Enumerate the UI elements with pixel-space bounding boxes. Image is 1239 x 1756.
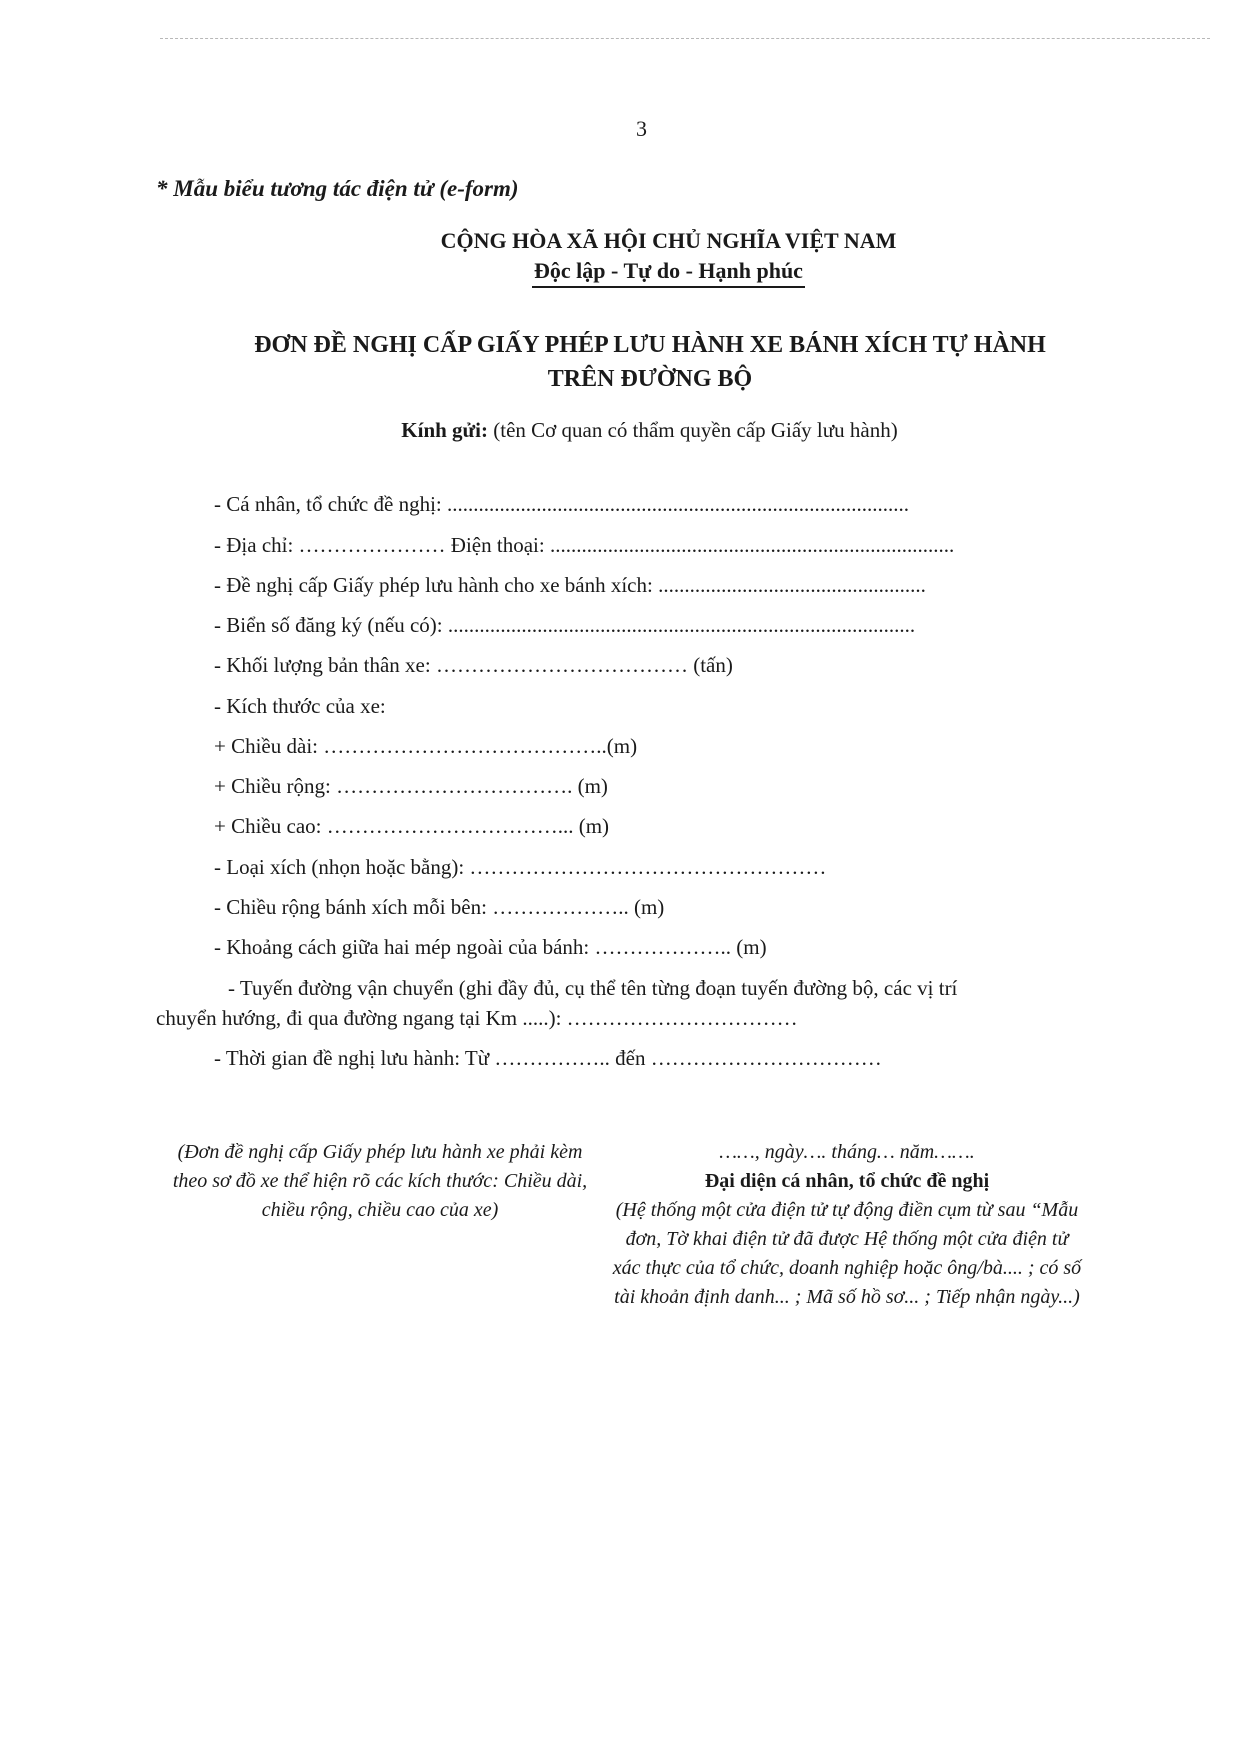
signature-block (612, 1138, 1082, 1312)
date-line[interactable]: ……, ngày…. tháng… năm……. (719, 1141, 975, 1163)
nation-header: CỘNG HÒA XÃ HỘI CHỦ NGHĨA VIỆT NAM (440, 228, 897, 253)
addressee-label: Kính gửi: (401, 418, 488, 442)
field-registration-plate[interactable]: - Biển số đăng ký (nếu có): ......................................................................................... (214, 613, 916, 637)
form-title (160, 328, 1140, 396)
eform-note: * Mẫu biểu tương tác điện tử (e-form) (156, 176, 519, 201)
motto: Độc lập - Tự do - Hạnh phúc (532, 258, 805, 288)
title-line-1: ĐƠN ĐỀ NGHỊ CẤP GIẤY PHÉP LƯU HÀNH XE BÁNH XÍCH TỰ HÀNH (254, 332, 1046, 358)
diagram-requirement-note: (Đơn đề nghị cấp Giấy phép lưu hành xe phải kèm theo sơ đồ xe thể hiện rõ các kích thước: Chiều dài, chiều rộng, chiều cao của xe) (172, 1141, 588, 1221)
representative-label: Đại diện cá nhân, tổ chức đề nghị (704, 1170, 990, 1192)
field-track-width[interactable]: - Chiều rộng bánh xích mỗi bên: ……………….. (m) (214, 895, 665, 919)
field-applicant[interactable]: - Cá nhân, tổ chức đề nghị: ........................................................................................ (214, 492, 909, 516)
scan-border-line (160, 38, 1210, 39)
field-route-line-2[interactable]: chuyển hướng, đi qua đường ngang tại Km .....): …………………………… (156, 1006, 798, 1030)
field-address-phone[interactable]: - Địa chỉ: ………………… Điện thoại: ............................................................................. (214, 533, 955, 557)
system-autofill-note: (Hệ thống một cửa điện tử tự động điền cụm từ sau “Mẫu đơn, Tờ khai điện tử đã được Hệ thống một cửa điện tử xác thực của tổ chức, doanh nghiệp hoặc ông/bà.... ; có số tài khoản định danh... ; Mã số hồ sơ... ; Tiếp nhận ngày...) (612, 1199, 1082, 1308)
field-dimensions-heading: - Kích thước của xe: (214, 694, 386, 718)
addressee (0, 418, 1239, 443)
title-line-2: TRÊN ĐƯỜNG BỘ (547, 366, 753, 392)
field-outer-distance[interactable]: - Khoảng cách giữa hai mép ngoài của bánh: ……………….. (m) (214, 935, 767, 959)
field-route-line-1[interactable]: - Tuyến đường vận chuyển (ghi đầy đủ, cụ thể tên từng đoạn tuyến đường bộ, các vị trí (228, 976, 958, 1000)
motto-wrapper (0, 258, 1239, 288)
field-circulation-period[interactable]: - Thời gian đề nghị lưu hành: Từ …………….. đến …………………………… (214, 1046, 882, 1070)
field-vehicle-weight[interactable]: - Khối lượng bản thân xe: ……………………………… (tấn) (214, 653, 733, 677)
page-number: 3 (636, 116, 647, 141)
field-height[interactable]: + Chiều cao: ……………………………... (m) (214, 814, 610, 838)
addressee-value: (tên Cơ quan có thẩm quyền cấp Giấy lưu hành) (493, 418, 898, 442)
field-width[interactable]: + Chiều rộng: ……………………………. (m) (214, 774, 608, 798)
field-length[interactable]: + Chiều dài: …………………………………..(m) (214, 734, 638, 758)
field-vehicle-request[interactable]: - Đề nghị cấp Giấy phép lưu hành cho xe bánh xích: ................................................... (214, 573, 926, 597)
field-track-type[interactable]: - Loại xích (nhọn hoặc bằng): …………………………………………… (214, 855, 827, 879)
